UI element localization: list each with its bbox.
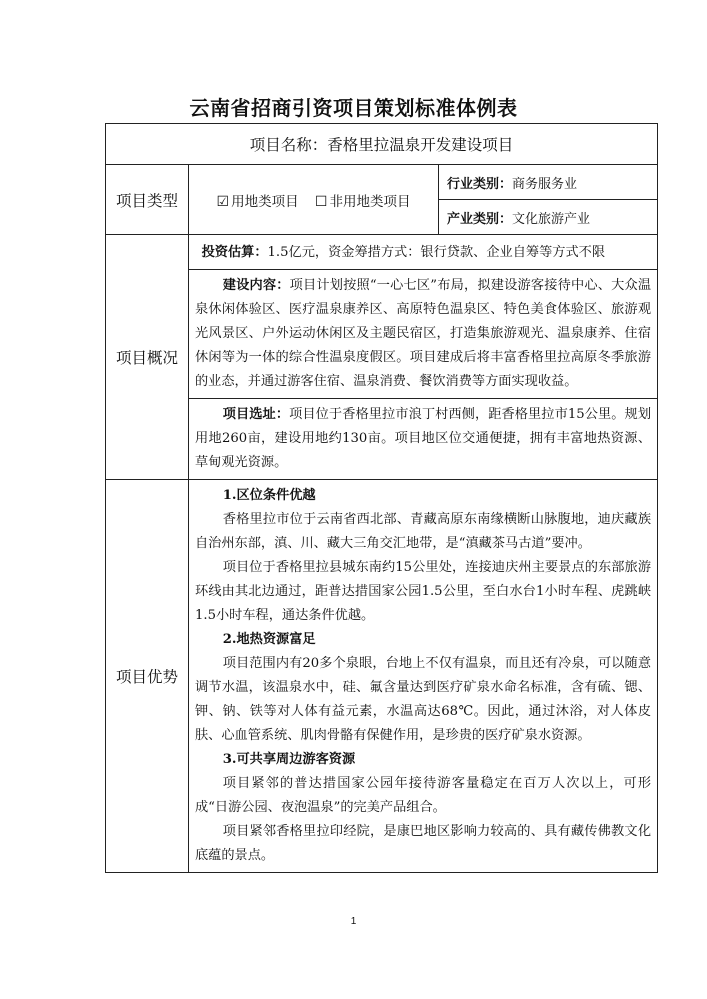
advantage-heading-1: 1.区位条件优越 <box>222 488 316 503</box>
industry-category-cell <box>439 165 658 200</box>
site-row <box>106 399 658 480</box>
document-title: 云南省招商引资项目策划标准体例表 <box>189 96 518 120</box>
project-name-cell <box>106 124 658 165</box>
construction-row <box>106 270 658 399</box>
site-cell <box>189 399 658 480</box>
advantage-paragraph: 项目范围内有20多个泉眼，台地上不仅有温泉，而且还有冷泉，可以随意调节水温，该温泉水中，硅、氟含量达到医疗矿泉水命名标准，含有硫、锶、钾、钠、铁等对人体有益元素，水温高达68℃。因此，通过沐浴，对人体皮肤、心血管系统、肌肉骨骼有保健作用，是珍贵的医疗矿泉水资源。 <box>195 656 652 743</box>
investment-label: 投资估算： <box>201 245 268 260</box>
investment-value: 1.5亿元，资金筹措方式：银行贷款、企业自筹等方式不限 <box>267 245 606 260</box>
project-type-row <box>106 165 658 200</box>
construction-cell <box>189 270 658 399</box>
investment-cell <box>189 235 658 270</box>
site-value: 项目位于香格里拉市浪丁村西侧，距香格里拉市15公里。规划用地260亩，建设用地约130亩。项目地区位交通便捷，拥有丰富地热资源、草甸观光资源。 <box>195 407 652 470</box>
project-type-label: 项目类型 <box>106 165 189 235</box>
overview-label: 项目概况 <box>106 235 189 480</box>
investment-row <box>106 235 658 270</box>
advantage-heading-2: 2.地热资源富足 <box>222 632 316 647</box>
site-label: 项目选址： <box>222 407 290 422</box>
advantage-paragraph: 项目紧邻香格里拉印经院，是康巴地区影响力较高的、具有藏传佛教文化底蕴的景点。 <box>195 824 652 863</box>
land-use-option-label: 用地类项目 <box>231 193 299 210</box>
advantages-row <box>106 480 658 873</box>
advantage-paragraph: 香格里拉市位于云南省西北部、青藏高原东南缘横断山脉腹地，迪庆藏族自治州东部，滇、川、藏大三角交汇地带，是“滇藏茶马古道”要冲。 <box>195 512 652 551</box>
advantage-heading-3: 3.可共享周边游客资源 <box>222 752 356 767</box>
sector-category-label: 产业类别： <box>447 211 513 227</box>
construction-label: 建设内容： <box>222 278 290 293</box>
non-land-use-option-label: 非用地类项目 <box>329 193 411 210</box>
advantages-cell <box>189 480 658 873</box>
advantages-label: 项目优势 <box>106 480 189 873</box>
unchecked-box-icon: ☐ <box>314 193 328 210</box>
land-use-option[interactable] <box>217 194 299 210</box>
construction-value: 项目计划按照“一心七区”布局，拟建设游客接待中心、大众温泉休闲体验区、医疗温泉康养区、高原特色温泉区、特色美食体验区、旅游观光风景区、户外运动休闲区及主题民宿区，打造集旅游观光、温泉康养、住宿休闲等为一体的综合性温泉度假区。项目建成后将丰富香格里拉高原冬季旅游的业态，并通过游客住宿、温泉消费、餐饮消费等方面实现收益。 <box>195 278 652 389</box>
non-land-use-option[interactable] <box>315 194 411 210</box>
page-number: 1 <box>350 916 357 927</box>
sector-category-cell <box>439 200 658 235</box>
project-table <box>105 123 658 873</box>
industry-category-label: 行业类别： <box>447 176 513 192</box>
project-type-options <box>189 165 439 235</box>
sector-category-value: 文化旅游产业 <box>512 211 591 227</box>
project-name-row <box>106 124 658 165</box>
project-name-value: 香格里拉温泉开发建设项目 <box>327 136 514 154</box>
checked-box-icon: ☑ <box>216 193 230 210</box>
project-name-label: 项目名称： <box>249 136 328 154</box>
industry-category-value: 商务服务业 <box>512 176 578 192</box>
advantage-paragraph: 项目紧邻的普达措国家公园年接待游客量稳定在百万人次以上，可形成“日游公园、夜泡温泉”的完美产品组合。 <box>195 776 652 815</box>
advantage-paragraph: 项目位于香格里拉县城东南约15公里处，连接迪庆州主要景点的东部旅游环线由其北边通过，距普达措国家公园1.5公里，至白水台1小时车程、虎跳峡1.5小时车程，通达条件优越。 <box>195 560 652 623</box>
